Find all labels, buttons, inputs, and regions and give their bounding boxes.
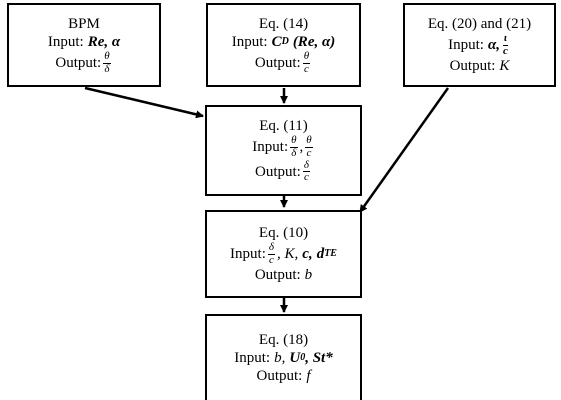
eq10-input-fraction bbox=[268, 242, 275, 266]
eq18-output-value: f bbox=[306, 368, 311, 384]
eq10-input-rest: , K, bbox=[277, 246, 299, 262]
eq11-input-fraction-1 bbox=[290, 135, 297, 159]
bpm-input-label: Input: bbox=[47, 33, 84, 50]
fraction-denominator: δ bbox=[291, 146, 297, 159]
arrow-eq20-to-eq10 bbox=[360, 88, 448, 212]
eq11-input-label: Input: bbox=[252, 139, 289, 156]
eq18-input-label: Input: bbox=[234, 350, 271, 366]
eq11-input-separator: , bbox=[299, 139, 304, 156]
arrow-bpm-to-eq11 bbox=[85, 88, 203, 116]
eq14-title: Eq. (14) bbox=[258, 15, 309, 32]
eq11-title: Eq. (11) bbox=[259, 118, 308, 135]
fraction-denominator: c bbox=[306, 146, 312, 159]
eq10-input-d: d bbox=[316, 246, 325, 262]
eq18-output bbox=[256, 367, 310, 385]
eq11-input bbox=[252, 135, 314, 159]
eq10-output-value: b bbox=[304, 267, 313, 284]
eq11-output bbox=[255, 160, 312, 184]
eq10-output-label: Output: bbox=[254, 267, 301, 284]
eq11-output-fraction bbox=[303, 160, 310, 184]
eq14-output-fraction bbox=[303, 51, 310, 75]
box-eq10 bbox=[205, 210, 362, 298]
fraction-numerator: δ bbox=[268, 240, 274, 253]
eq20-21-input-alpha: α, bbox=[487, 37, 500, 53]
eq20-21-output bbox=[450, 57, 510, 75]
eq20-21-input bbox=[448, 33, 511, 57]
eq18-input-U: U bbox=[289, 350, 301, 366]
eq11-input-fraction-2 bbox=[305, 135, 312, 159]
box-bpm bbox=[7, 3, 161, 87]
eq10-output bbox=[255, 266, 312, 284]
fraction-denominator: c bbox=[503, 44, 508, 57]
fraction-numerator: ι bbox=[503, 31, 507, 44]
eq18-title: Eq. (18) bbox=[258, 332, 309, 348]
eq14-input-args: (Re, α) bbox=[292, 33, 336, 50]
eq14-input-label: Input: bbox=[231, 33, 268, 50]
eq18-input-U-sub: 0 bbox=[300, 352, 306, 363]
eq10-input-c: c, bbox=[302, 246, 313, 262]
fraction-numerator: δ bbox=[303, 158, 309, 171]
fraction-denominator: c bbox=[303, 171, 309, 184]
fraction-numerator: θ bbox=[306, 134, 312, 147]
eq20-21-input-fraction bbox=[502, 33, 509, 57]
eq10-input bbox=[230, 242, 337, 266]
fraction-denominator: δ bbox=[104, 62, 110, 75]
fraction-denominator: c bbox=[303, 62, 309, 75]
eq20-21-output-label: Output: bbox=[449, 58, 496, 75]
eq20-21-title: Eq. (20) and (21) bbox=[427, 15, 532, 32]
eq20-21-output-value: K bbox=[499, 58, 510, 75]
fraction-numerator: θ bbox=[291, 134, 297, 147]
box-eq18 bbox=[205, 314, 362, 400]
bpm-input-value: Re, α bbox=[87, 33, 121, 50]
box-eq20-21 bbox=[403, 3, 556, 87]
eq14-input-C: C bbox=[271, 33, 282, 50]
fraction-numerator: θ bbox=[303, 49, 310, 62]
eq14-output bbox=[255, 51, 312, 75]
fraction-denominator: c bbox=[268, 253, 274, 266]
eq18-input-St: , St* bbox=[305, 350, 333, 366]
bpm-output-label: Output: bbox=[55, 55, 102, 71]
box-eq14 bbox=[206, 3, 361, 87]
eq10-input-label: Input: bbox=[230, 246, 266, 262]
eq18-output-label: Output: bbox=[256, 368, 303, 384]
eq18-input-b: b, bbox=[274, 350, 286, 366]
box-eq11 bbox=[205, 105, 362, 196]
eq14-input-C-sub: D bbox=[281, 35, 289, 47]
bpm-output-fraction bbox=[103, 51, 110, 75]
fraction-numerator: θ bbox=[104, 49, 110, 62]
bpm-input bbox=[48, 33, 120, 51]
eq10-input-d-sub: TE bbox=[324, 248, 337, 259]
eq14-output-label: Output: bbox=[254, 55, 301, 71]
eq11-output-label: Output: bbox=[255, 163, 301, 180]
bpm-output bbox=[55, 51, 112, 75]
eq18-input bbox=[234, 349, 332, 367]
eq14-input bbox=[232, 33, 336, 51]
eq10-title: Eq. (10) bbox=[258, 224, 309, 241]
eq20-21-input-label: Input: bbox=[448, 37, 484, 53]
bpm-title: BPM bbox=[68, 15, 100, 32]
